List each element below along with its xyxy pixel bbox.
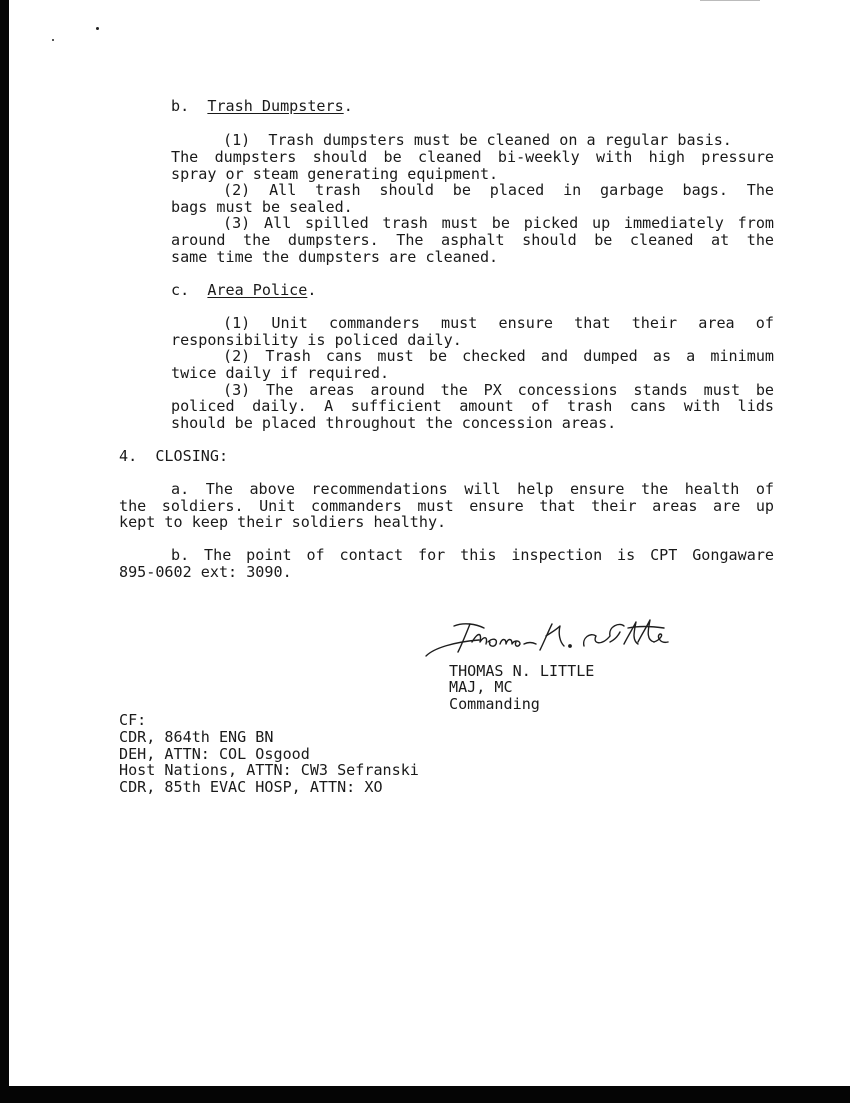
section-b-heading — [171, 98, 353, 115]
signature-stroke — [458, 624, 470, 652]
signature-stroke — [610, 632, 620, 642]
scan-speck — [52, 39, 54, 41]
cf-recipient: DEH, ATTN: COL Osgood — [119, 745, 310, 763]
closing-para-b-line: b. The point of contact for this inspection is CPT Gongaware — [171, 546, 774, 564]
section-b-line: The dumpsters should be cleaned bi-weekly with high pressure — [171, 148, 774, 166]
section-c-line: responsibility is policed daily. — [171, 331, 462, 349]
signature-stroke — [500, 640, 520, 647]
section-b-line: around the dumpsters. The asphalt should be cleaned at the — [171, 231, 774, 249]
signatory-title: Commanding — [449, 695, 540, 713]
section-c-line: (3) The areas around the PX concessions stands must be — [223, 381, 774, 399]
signature-stroke — [488, 639, 496, 646]
section-b-line: bags must be sealed. — [171, 198, 353, 216]
signature-stroke — [569, 645, 571, 647]
section-b-line: spray or steam generating equipment. — [171, 165, 499, 183]
section-c-title: Area Police — [207, 281, 308, 299]
scan-border-bottom — [0, 1086, 850, 1103]
signature-stroke — [638, 620, 654, 642]
section-b-title: Trash Dumpsters — [207, 97, 344, 115]
section-c-line: (1) Unit commanders must ensure that their area of — [223, 314, 774, 332]
section-b-line: (3) All spilled trash must be picked up immediately from — [223, 214, 774, 232]
section-b-line: (1) Trash dumpsters must be cleaned on a regular basis. — [223, 131, 732, 149]
section-c-line: (2) Trash cans must be checked and dumped as a minimum — [223, 347, 774, 365]
closing-para-a-line: the soldiers. Unit commanders must ensure that their areas are up — [119, 497, 774, 515]
scan-border-left — [0, 0, 9, 1090]
section-c-title-end: . — [307, 281, 317, 299]
signature-stroke — [472, 635, 487, 645]
section-b-marker: b. — [171, 97, 190, 115]
cf-recipient: CDR, 85th EVAC HOSP, ATTN: XO — [119, 778, 383, 796]
section-b-line: same time the dumpsters are cleaned. — [171, 248, 499, 266]
scan-artifact-top — [700, 0, 760, 1]
signature-stroke — [426, 640, 479, 656]
signature-stroke — [654, 634, 668, 642]
section-c-marker: c. — [171, 281, 190, 299]
section-b-line: (2) All trash should be placed in garbage bags. The — [223, 181, 774, 199]
section-c-line: should be placed throughout the concession areas. — [171, 414, 617, 432]
signature-stroke — [624, 622, 638, 644]
closing-para-a-line: a. The above recommendations will help ensure the health of — [171, 480, 774, 498]
section-c-line: twice daily if required. — [171, 364, 390, 382]
signature-stroke — [540, 624, 552, 650]
section-c-heading — [171, 282, 316, 299]
handwritten-signature — [424, 612, 674, 660]
closing-para-b-line: 895-0602 ext: 3090. — [119, 563, 292, 581]
scan-speck — [96, 27, 99, 30]
cf-recipient: Host Nations, ATTN: CW3 Sefranski — [119, 761, 419, 779]
signatory-name: THOMAS N. LITTLE — [449, 662, 595, 680]
section-c-line: policed daily. A sufficient amount of trash cans with lids — [171, 397, 774, 415]
signature-stroke — [546, 626, 564, 646]
closing-para-a-line: kept to keep their soldiers healthy. — [119, 513, 447, 531]
cf-label: CF: — [119, 711, 147, 729]
signature-stroke — [524, 643, 536, 645]
section-b-title-end: . — [343, 97, 353, 115]
closing-heading: 4. CLOSING: — [119, 447, 229, 465]
cf-recipient: CDR, 864th ENG BN — [119, 728, 274, 746]
signatory-rank: MAJ, MC — [449, 678, 513, 696]
